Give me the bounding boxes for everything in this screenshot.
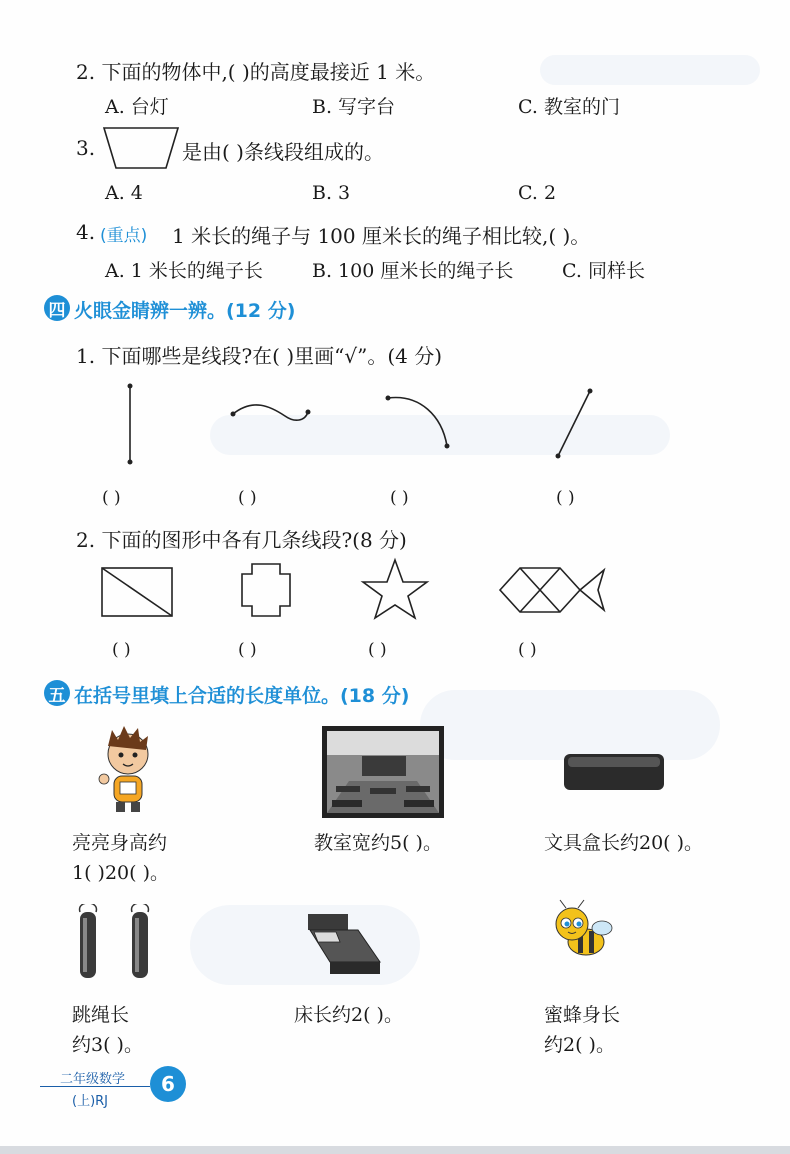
item-classroom-width: 教室宽约5( )。: [314, 832, 442, 854]
question-4-number: 4.: [76, 220, 96, 244]
item-pencil-case-length: 文具盒长约20( )。: [544, 832, 704, 854]
q3-option-a: A. 4: [105, 182, 143, 204]
section-4-question-2: 2. 下面的图形中各有几条线段?(8 分): [76, 528, 407, 552]
bleed-through-shape: [540, 55, 760, 85]
q2-option-b: B. 写字台: [312, 96, 396, 118]
q2-option-c: C. 教室的门: [518, 96, 620, 118]
line-figures: [90, 376, 690, 476]
section-5-title: 在括号里填上合适的长度单位。(18 分): [74, 685, 410, 707]
question-3-number: 3.: [76, 136, 96, 160]
item-bed-length: 床长约2( )。: [294, 1004, 403, 1026]
item-bee-length-line1: 蜜蜂身长: [544, 1004, 621, 1026]
bleed-through-shape: [420, 690, 720, 760]
answer-paren[interactable]: ( ): [102, 488, 121, 508]
q2-option-a: A. 台灯: [105, 96, 169, 118]
q3-option-b: B. 3: [312, 182, 351, 204]
question-2: 2. 下面的物体中,( )的高度最接近 1 米。: [76, 60, 436, 84]
footer-grade: 二年级数学: [60, 1072, 126, 1087]
key-point-tag: (重点): [100, 226, 148, 246]
item-boy-height-line2: 1( )20( )。: [72, 862, 169, 884]
item-boy-height-line1: 亮亮身高约: [72, 832, 168, 854]
section-4-title: 火眼金睛辨一辨。(12 分): [74, 300, 296, 322]
jump-rope-illustration: [66, 904, 162, 982]
item-jump-rope-line1: 跳绳长: [72, 1004, 130, 1026]
q3-option-c: C. 2: [518, 182, 557, 204]
item-bee-length-line2: 约2( )。: [544, 1034, 615, 1056]
section-5-badge: 五: [44, 680, 70, 706]
answer-paren[interactable]: ( ): [238, 640, 257, 660]
page-number: 6: [150, 1066, 186, 1102]
page-bottom-edge: [0, 1146, 790, 1154]
trapezoid-figure: [102, 126, 180, 170]
answer-paren[interactable]: ( ): [112, 640, 131, 660]
section-4-badge: 四: [44, 295, 70, 321]
shape-figures: [90, 556, 620, 636]
answer-paren[interactable]: ( ): [368, 640, 387, 660]
bee-illustration: [548, 898, 618, 964]
q4-option-a: A. 1 米长的绳子长: [105, 260, 263, 282]
footer-volume: (上)RJ: [72, 1094, 109, 1109]
answer-paren[interactable]: ( ): [390, 488, 409, 508]
question-4: 1 米长的绳子与 100 厘米长的绳子相比较,( )。: [172, 224, 591, 248]
q4-option-b: B. 100 厘米长的绳子长: [312, 260, 514, 282]
classroom-photo: [322, 726, 444, 818]
item-jump-rope-line2: 约3( )。: [72, 1034, 143, 1056]
question-3: 是由( )条线段组成的。: [182, 140, 384, 164]
pencil-case-illustration: [562, 752, 666, 792]
section-4-question-1: 1. 下面哪些是线段?在( )里画“√”。(4 分): [76, 344, 443, 368]
bed-illustration: [302, 910, 384, 978]
answer-paren[interactable]: ( ): [518, 640, 537, 660]
q4-option-c: C. 同样长: [562, 260, 645, 282]
answer-paren[interactable]: ( ): [238, 488, 257, 508]
boy-illustration: [96, 724, 160, 814]
answer-paren[interactable]: ( ): [556, 488, 575, 508]
